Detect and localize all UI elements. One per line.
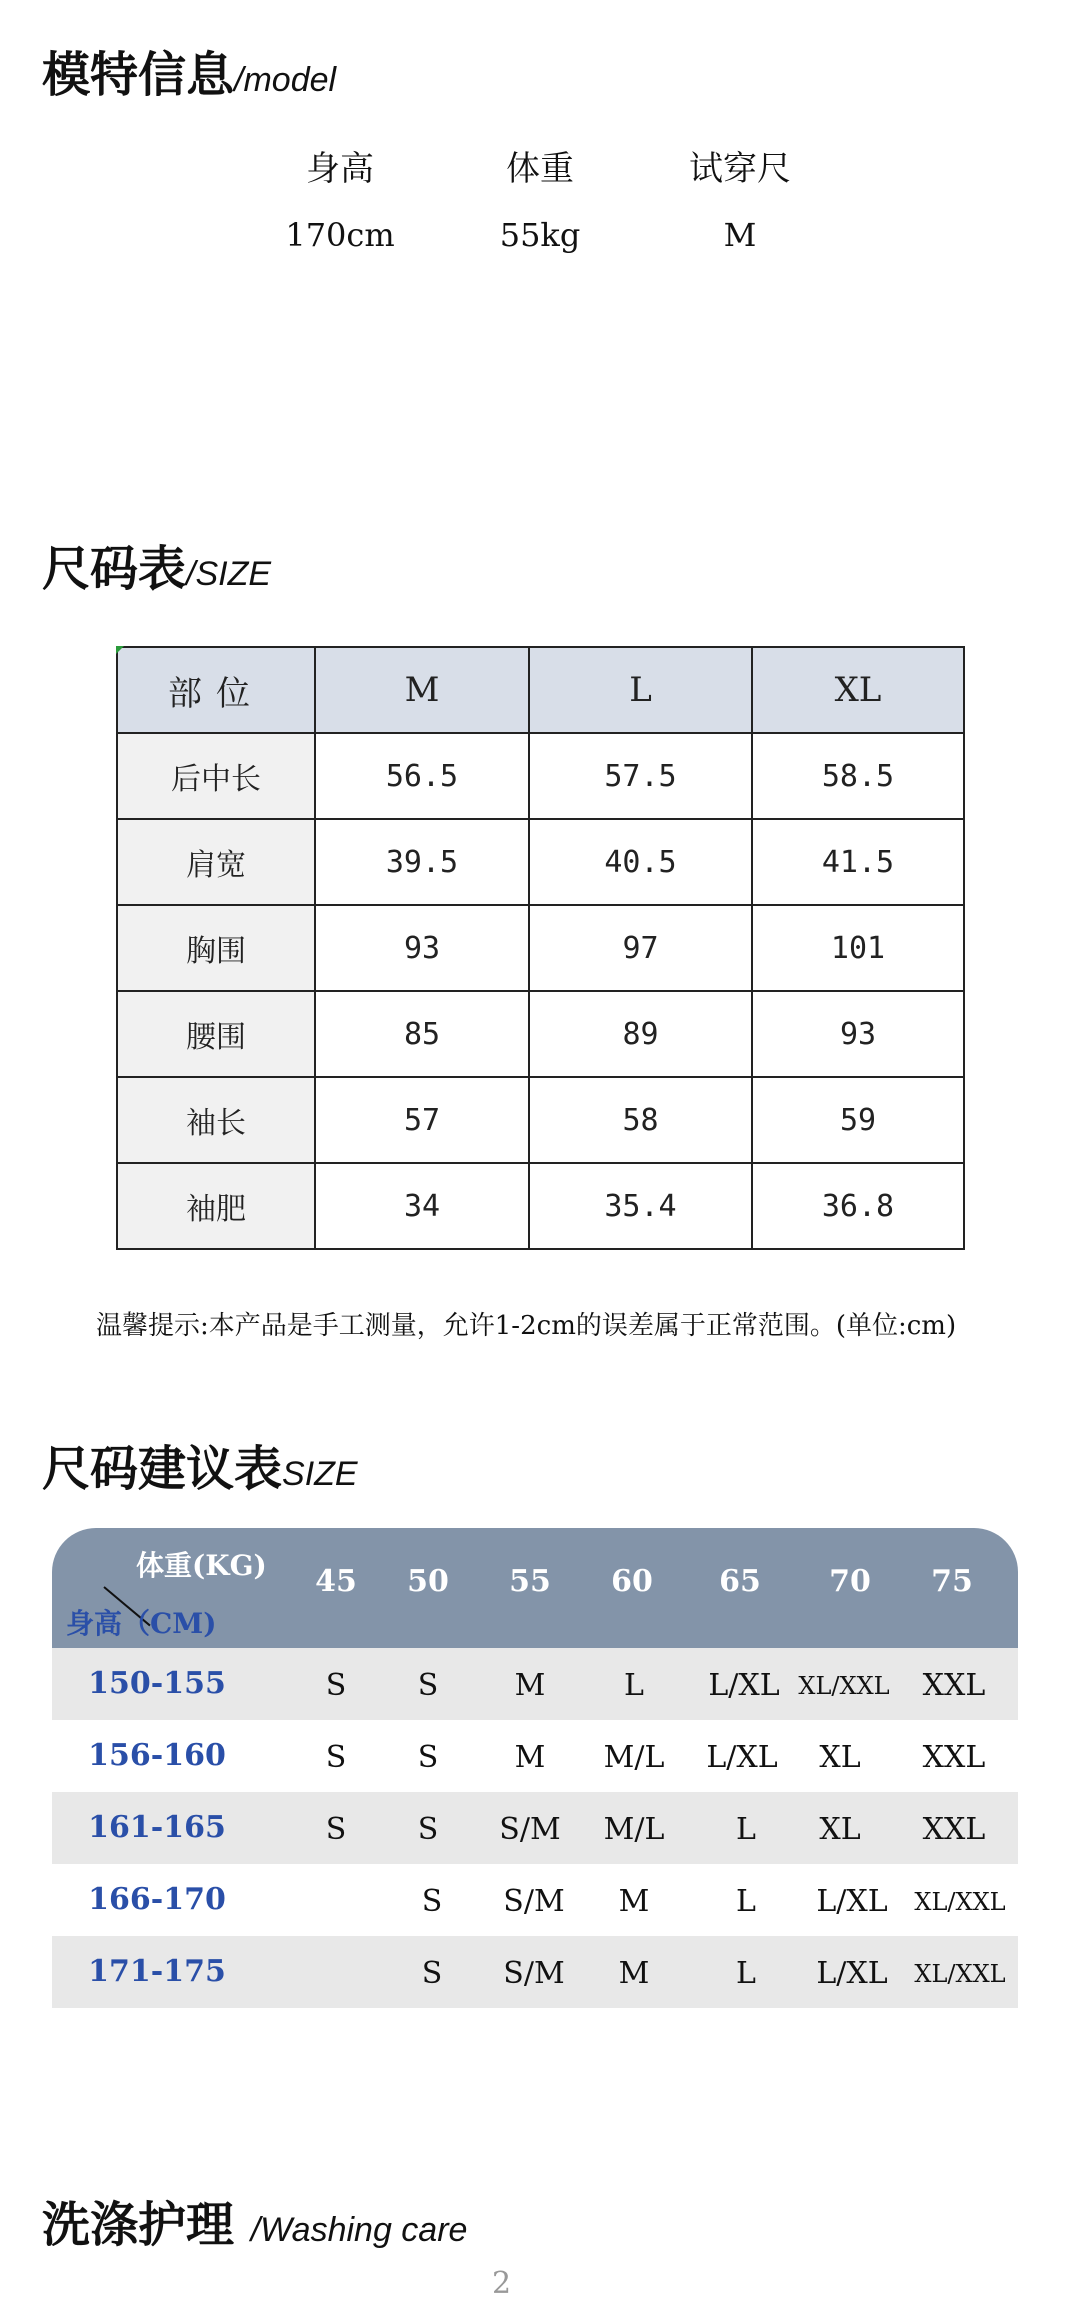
- size-value-cell: 58: [529, 1077, 752, 1163]
- weight-column-header: 65: [719, 1564, 761, 1599]
- size-value-cell: 85: [315, 991, 529, 1077]
- size-value-cell: 93: [315, 905, 529, 991]
- size-cell: L: [624, 1668, 644, 1703]
- size-cell: XXL: [922, 1740, 986, 1775]
- table-row: [117, 905, 964, 991]
- model-title-cn: 模特信息: [42, 47, 235, 103]
- height-range-cell: 161-165: [88, 1810, 226, 1845]
- size-title-en: /SIZE: [186, 555, 272, 593]
- page-digit: 2: [492, 2266, 512, 2301]
- size-value-cell: 56.5: [315, 733, 529, 819]
- model-header-row: [240, 130, 840, 200]
- size-part-cell: 袖长: [117, 1077, 315, 1163]
- size-cell: S: [325, 1740, 347, 1775]
- table-row: [117, 1163, 964, 1249]
- model-header-size: 试穿尺: [689, 148, 791, 189]
- model-value-height: 170cm: [285, 216, 395, 254]
- table-row: [117, 819, 964, 905]
- size-value-cell: 97: [529, 905, 752, 991]
- size-value-cell: 41.5: [752, 819, 964, 905]
- height-range-cell: 150-155: [88, 1666, 226, 1701]
- size-header-part: 部位: [117, 647, 315, 733]
- recommend-header-row: [52, 1528, 1018, 1648]
- size-section-title: [42, 530, 271, 599]
- size-cell: S: [417, 1812, 439, 1847]
- recommend-title-cn: 尺码建议表: [42, 1441, 283, 1497]
- recommend-row: [52, 1648, 1018, 1720]
- model-header-height: 身高: [306, 148, 374, 189]
- size-cell: XL/XXL: [798, 1672, 890, 1700]
- size-header-xl: XL: [752, 647, 964, 733]
- size-cell: M: [618, 1956, 650, 1991]
- model-value-weight: 55kg: [499, 216, 581, 254]
- size-cell: XL/XXL: [914, 1960, 1006, 1988]
- model-value-size: M: [723, 216, 757, 254]
- size-cell: S: [325, 1668, 347, 1703]
- size-table: [116, 646, 965, 1250]
- size-table-header-row: [117, 647, 964, 733]
- size-header-m: M: [315, 647, 529, 733]
- size-cell: S: [325, 1812, 347, 1847]
- size-cell: M/L: [603, 1812, 665, 1847]
- size-cell: L/XL: [816, 1884, 888, 1919]
- size-value-cell: 35.4: [529, 1163, 752, 1249]
- size-cell: M: [514, 1740, 546, 1775]
- recommend-row: [52, 1720, 1018, 1792]
- model-value-row: [240, 200, 840, 270]
- size-value-cell: 57.5: [529, 733, 752, 819]
- model-title-en: /model: [234, 61, 337, 99]
- size-cell: M/L: [603, 1740, 665, 1775]
- size-cell: L: [736, 1956, 756, 1991]
- size-cell: L: [736, 1812, 756, 1847]
- size-cell: S: [421, 1956, 443, 1991]
- weight-column-header: 75: [931, 1564, 973, 1599]
- size-cell: XL: [819, 1812, 861, 1847]
- size-value-cell: 39.5: [315, 819, 529, 905]
- model-section-title: [42, 36, 336, 105]
- table-row: [117, 1077, 964, 1163]
- size-value-cell: 36.8: [752, 1163, 964, 1249]
- size-cell: S: [417, 1668, 439, 1703]
- size-cell: S/M: [503, 1884, 565, 1919]
- cell-corner-marker: [116, 646, 124, 654]
- recommend-row: [52, 1936, 1018, 2008]
- model-header-weight: 体重: [506, 148, 574, 189]
- weight-column-header: 50: [407, 1564, 449, 1599]
- height-range-cell: 156-160: [88, 1738, 226, 1773]
- recommend-section-title: [42, 1430, 358, 1499]
- size-cell: S: [421, 1884, 443, 1919]
- washing-title-cn: 洗涤护理: [42, 2197, 235, 2253]
- size-value-cell: 34: [315, 1163, 529, 1249]
- weight-column-header: 45: [315, 1564, 357, 1599]
- size-part-cell: 胸围: [117, 905, 315, 991]
- size-cell: S/M: [499, 1812, 561, 1847]
- weight-column-header: 55: [509, 1564, 551, 1599]
- table-row: [117, 991, 964, 1077]
- size-part-cell: 后中长: [117, 733, 315, 819]
- size-cell: XL/XXL: [914, 1888, 1006, 1916]
- size-cell: L: [736, 1884, 756, 1919]
- size-cell: M: [618, 1884, 650, 1919]
- height-range-cell: 166-170: [88, 1882, 226, 1917]
- size-part-cell: 袖肥: [117, 1163, 315, 1249]
- size-value-cell: 59: [752, 1077, 964, 1163]
- size-value-cell: 58.5: [752, 733, 964, 819]
- weight-axis-label: 体重(KG): [136, 1549, 267, 1582]
- height-axis-label: 身高（CM): [66, 1607, 217, 1640]
- size-title-cn: 尺码表: [42, 541, 187, 597]
- size-value-cell: 89: [529, 991, 752, 1077]
- size-cell: S/M: [503, 1956, 565, 1991]
- table-row: [117, 733, 964, 819]
- size-cell: L/XL: [706, 1740, 778, 1775]
- size-value-cell: 40.5: [529, 819, 752, 905]
- size-part-cell: 肩宽: [117, 819, 315, 905]
- size-value-cell: 101: [752, 905, 964, 991]
- weight-column-header: 70: [829, 1564, 871, 1599]
- size-cell: L/XL: [816, 1956, 888, 1991]
- recommend-row: [52, 1864, 1018, 1936]
- recommend-title-en: SIZE: [282, 1455, 358, 1493]
- size-part-cell: 腰围: [117, 991, 315, 1077]
- height-range-cell: 171-175: [88, 1954, 226, 1989]
- size-value-cell: 57: [315, 1077, 529, 1163]
- size-cell: L/XL: [708, 1668, 780, 1703]
- size-cell: XL: [819, 1740, 861, 1775]
- size-cell: XXL: [922, 1668, 986, 1703]
- recommend-row: [52, 1792, 1018, 1864]
- size-cell: XXL: [922, 1812, 986, 1847]
- size-recommendation-table: [52, 1528, 1018, 2008]
- weight-column-header: 60: [611, 1564, 653, 1599]
- size-cell: M: [514, 1668, 546, 1703]
- washing-title-en: /Washing care: [250, 2211, 468, 2249]
- model-info-grid: [240, 130, 840, 270]
- size-cell: S: [417, 1740, 439, 1775]
- measurement-note: 温馨提示:本产品是手工测量，允许1-2cm的误差属于正常范围。(单位:cm): [96, 1311, 957, 1341]
- washing-section-title: [42, 2186, 467, 2255]
- size-value-cell: 93: [752, 991, 964, 1077]
- size-header-l: L: [529, 647, 752, 733]
